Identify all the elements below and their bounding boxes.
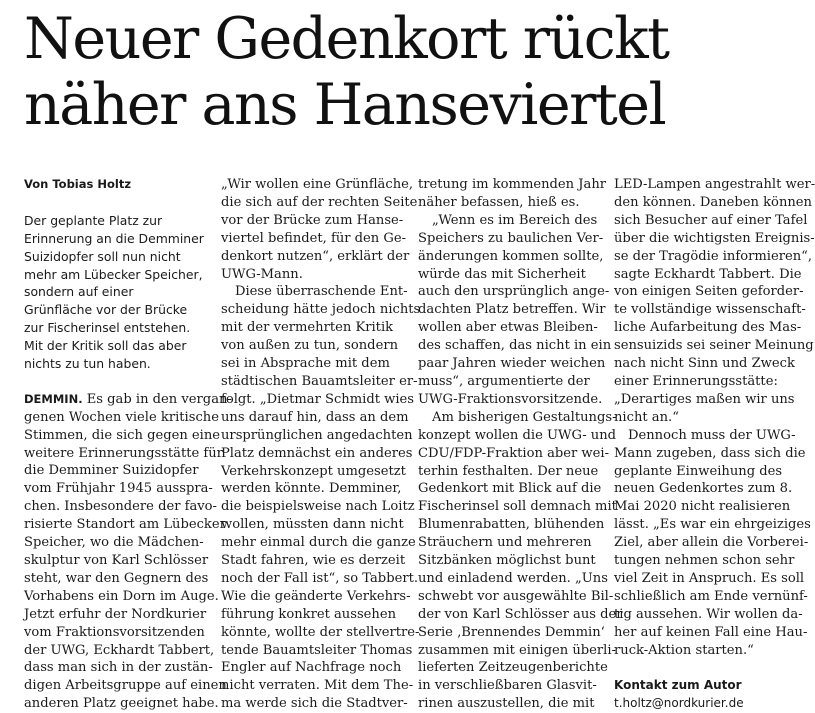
text-line: Sitzbänken möglichst bunt bbox=[418, 553, 596, 569]
teaser bbox=[24, 212, 210, 373]
text-line: Mann zugeben, dass sich die bbox=[614, 445, 806, 461]
text-line: lässt. „Es war ein ehrgeiziges bbox=[614, 517, 811, 533]
text-line: Mit der Kritik soll das aber bbox=[24, 338, 187, 354]
text-line: steht, war den Gegnern des bbox=[24, 570, 209, 586]
text-line: den können. Daneben können bbox=[614, 194, 812, 210]
contact-email: t.holtz@nordkurier.de bbox=[614, 696, 744, 711]
column-4 bbox=[614, 176, 815, 713]
text-line: die sich auf der rechten Seite bbox=[221, 194, 418, 210]
text-line: Am bisherigen Gestaltungs- bbox=[432, 409, 617, 425]
text-line: die Demminer Suizidopfer bbox=[24, 463, 199, 479]
text-line: geplante Einweihung des bbox=[614, 463, 783, 479]
text-line: sich Besucher auf einer Tafel bbox=[614, 212, 808, 228]
text-line: tende Bauamtsleiter Thomas bbox=[221, 642, 413, 658]
text-line: neuen Gedenkortes zum 8. bbox=[614, 481, 793, 497]
text-line: viertel befindet, für den Ge- bbox=[221, 230, 407, 246]
text-line bbox=[24, 391, 232, 409]
text-line: UWG-Fraktionsvorsitzende. bbox=[418, 391, 603, 407]
text-line: muss“, argumentierte der bbox=[418, 373, 590, 389]
text-line: schließlich am Ende vernünf- bbox=[614, 588, 808, 604]
text-line: Grünfläche vor der Brücke bbox=[24, 302, 188, 318]
text-line: sei in Absprache mit dem bbox=[221, 356, 390, 372]
paragraph bbox=[221, 283, 421, 713]
spacer bbox=[24, 373, 210, 391]
text-line: sondern auf einer bbox=[24, 284, 134, 300]
column-1 bbox=[24, 176, 232, 713]
text-line: Stadt fahren, wie es derzeit bbox=[221, 553, 406, 569]
text-line: „Wenn es im Bereich des bbox=[432, 212, 598, 228]
text-line: nicht an.“ bbox=[614, 409, 679, 425]
paragraph bbox=[614, 427, 811, 660]
text-line: noch der Fall ist“, so Tabbert. bbox=[221, 570, 419, 586]
text-line: denkort nutzen“, erklärt der bbox=[221, 248, 410, 264]
text-line: folgt. „Dietmar Schmidt wies bbox=[221, 391, 415, 407]
text-line: die beispielsweise nach Loitz bbox=[221, 499, 415, 515]
text-line: vom Fraktionsvorsitzenden bbox=[24, 624, 205, 640]
text-line: uns darauf hin, dass an dem bbox=[221, 409, 409, 425]
text-line: wollen, müssten dann nicht bbox=[221, 517, 404, 533]
text-line: des schaffen, das nicht in ein bbox=[418, 338, 612, 354]
text-line: der UWG, Eckhardt Tabbert, bbox=[24, 642, 215, 658]
text-line: Verkehrskonzept umgesetzt bbox=[221, 463, 406, 479]
text-line: könnte, wollte der stellvertre- bbox=[221, 624, 420, 640]
text-line: Fischerinsel soll demnach mit bbox=[418, 499, 617, 515]
text-line: weitere Erinnerungsstätte für bbox=[24, 445, 223, 461]
text-line: scheidung hätte jedoch nichts bbox=[221, 302, 421, 318]
text-line: Ziel, aber allein die Vorberei- bbox=[614, 535, 809, 551]
text-line: schwebt vor ausgewählte Bil- bbox=[418, 588, 614, 604]
text-line: Serie ‚Brennendes Demmin‘ bbox=[418, 624, 605, 640]
dateline: DEMMIN. bbox=[24, 391, 83, 406]
text-line: liche Aufarbeitung des Mas- bbox=[614, 320, 802, 336]
text-line: „Derartiges maßen wir uns bbox=[614, 391, 795, 407]
text-line: Blumenrabatten, blühenden bbox=[418, 517, 605, 533]
text-line: tig aussehen. Wir wollen da- bbox=[614, 606, 803, 622]
text-line: se der Tragödie informieren“, bbox=[614, 248, 812, 264]
text-line: ruck-Aktion starten.“ bbox=[614, 642, 754, 658]
text-line: Speichers zu baulichen Ver- bbox=[418, 230, 604, 246]
spacer bbox=[614, 659, 800, 677]
text-line: Diese überraschende Ent- bbox=[235, 284, 408, 300]
text-line: städtischen Bauamtsleiter er- bbox=[221, 373, 418, 389]
text-line: skulptur von Karl Schlösser bbox=[24, 553, 209, 568]
text-line: Stimmen, die sich gegen eine bbox=[24, 427, 221, 443]
text-line: konzept wollen die UWG- und bbox=[418, 427, 617, 443]
text-line: änderungen kommen sollte, bbox=[418, 248, 604, 264]
text-line: über die wichtigsten Ereignis- bbox=[614, 230, 815, 246]
text-line: zur Fischerinsel entstehen. bbox=[24, 320, 191, 336]
text-line: Jetzt erfuhr der Nordkurier bbox=[24, 606, 207, 622]
text-line: mehr einmal durch die ganze bbox=[221, 535, 416, 551]
paragraph bbox=[418, 176, 607, 212]
text-line: Platz demnächst ein anderes bbox=[221, 445, 413, 461]
column-1-body bbox=[24, 391, 232, 713]
text-line: Speicher, wo die Mädchen- bbox=[24, 535, 204, 551]
text-line: UWG-Mann. bbox=[221, 266, 303, 282]
text-line: nichts zu tun haben. bbox=[24, 356, 151, 372]
text-line: nach nicht Sinn und Zweck bbox=[614, 356, 795, 372]
column-3 bbox=[418, 176, 623, 713]
text-line: Sträuchern und mehreren bbox=[418, 535, 592, 551]
text-line: Vorhabens ein Dorn im Auge. bbox=[24, 588, 219, 604]
text-line: zusammen mit einigen überli- bbox=[418, 642, 616, 658]
text-line: te vollständige wissenschaft- bbox=[614, 302, 806, 318]
text-line: näher befassen, hieß es. bbox=[418, 194, 580, 210]
text-line-rest: Es gab in den vergan- bbox=[82, 391, 232, 407]
text-line: ma werde sich die Stadtver- bbox=[221, 696, 408, 712]
text-line: lieferten Zeitzeugenberichte bbox=[418, 660, 608, 676]
text-line: werden könnte. Demminer, bbox=[221, 481, 402, 497]
text-line: einer Erinnerungsstätte: bbox=[614, 373, 778, 389]
contact-label: Kontakt zum Autor bbox=[614, 678, 742, 693]
text-line: mehr am Lübecker Speicher, bbox=[24, 266, 203, 282]
text-line: anderen Platz geeignet habe. bbox=[24, 696, 219, 712]
text-line: Engler auf Nachfrage noch bbox=[221, 660, 402, 676]
spacer bbox=[24, 194, 210, 212]
text-line: von außen zu tun, sondern bbox=[221, 338, 399, 354]
text-line: tretung im kommenden Jahr bbox=[418, 177, 607, 192]
text-line: „Wir wollen eine Grünfläche, bbox=[221, 177, 414, 192]
text-line: in verschließbaren Glasvit- bbox=[418, 678, 597, 694]
text-line: Suizidopfer soll nun nicht bbox=[24, 248, 181, 264]
text-line: ursprünglichen angedachten bbox=[221, 427, 413, 443]
text-line: her auf keinen Fall eine Hau- bbox=[614, 624, 808, 640]
text-line: Dennoch muss der UWG- bbox=[628, 427, 796, 443]
text-line: vor der Brücke zum Hanse- bbox=[221, 212, 404, 228]
byline: Von Tobias Holtz bbox=[24, 177, 132, 191]
text-line: Wie die geänderte Verkehrs- bbox=[221, 588, 411, 604]
text-line: dass man sich in der zustän- bbox=[24, 660, 213, 676]
text-line: nicht verraten. Mit dem The- bbox=[221, 678, 414, 694]
text-line: sensuizids sei seiner Meinung bbox=[614, 338, 814, 354]
text-line: führung konkret aussehen bbox=[221, 606, 397, 622]
text-line: Mai 2020 nicht realisieren bbox=[614, 499, 791, 515]
text-line: viel Zeit in Anspruch. Es soll bbox=[614, 570, 805, 586]
text-line: dachten Platz betreffen. Wir bbox=[418, 302, 606, 318]
text-line: mit der vermehrten Kritik bbox=[221, 320, 394, 336]
text-line: rinen auszustellen, die mit bbox=[418, 696, 595, 712]
headline bbox=[24, 6, 804, 138]
text-line: Der geplante Platz zur bbox=[24, 212, 163, 228]
text-line: der von Karl Schlösser aus der bbox=[418, 606, 623, 622]
column-2 bbox=[221, 176, 421, 713]
text-line: paar Jahren wieder weichen bbox=[418, 356, 606, 372]
text-line: sagte Eckhardt Tabbert. Die bbox=[614, 266, 802, 282]
headline-line-1: Neuer Gedenkort rückt bbox=[24, 6, 669, 72]
paragraph bbox=[221, 176, 418, 283]
paragraph bbox=[418, 212, 612, 409]
text-line: und einladend werden. „Uns bbox=[418, 570, 608, 586]
text-line: terhin festhalten. Der neue bbox=[418, 463, 599, 479]
text-line: würde das mit Sicherheit bbox=[418, 266, 586, 282]
paragraph bbox=[418, 409, 623, 713]
text-line: tungen nehmen schon sehr bbox=[614, 553, 795, 569]
text-line: CDU/FDP-Fraktion aber wei- bbox=[418, 445, 610, 461]
text-line: risierte Standort am Lübecker bbox=[24, 517, 226, 533]
text-line: auch den ursprünglich ange- bbox=[418, 284, 610, 300]
text-line: vom Frühjahr 1945 ausspra- bbox=[24, 481, 213, 497]
text-line: LED-Lampen angestrahlt wer- bbox=[614, 177, 815, 192]
text-line: Erinnerung an die Demminer bbox=[24, 230, 204, 246]
text-line: wollen aber etwas Bleiben- bbox=[418, 320, 598, 336]
text-line: chen. Insbesondere der favo- bbox=[24, 499, 217, 515]
text-line: digen Arbeitsgruppe auf einen bbox=[24, 678, 227, 694]
text-line: genen Wochen viele kritische bbox=[24, 409, 219, 425]
paragraph bbox=[614, 176, 815, 427]
text-line: Gedenkort mit Blick auf die bbox=[418, 481, 602, 497]
text-line: von einigen Seiten geforder- bbox=[614, 284, 804, 300]
headline-line-2: näher ans Hanseviertel bbox=[24, 72, 666, 138]
